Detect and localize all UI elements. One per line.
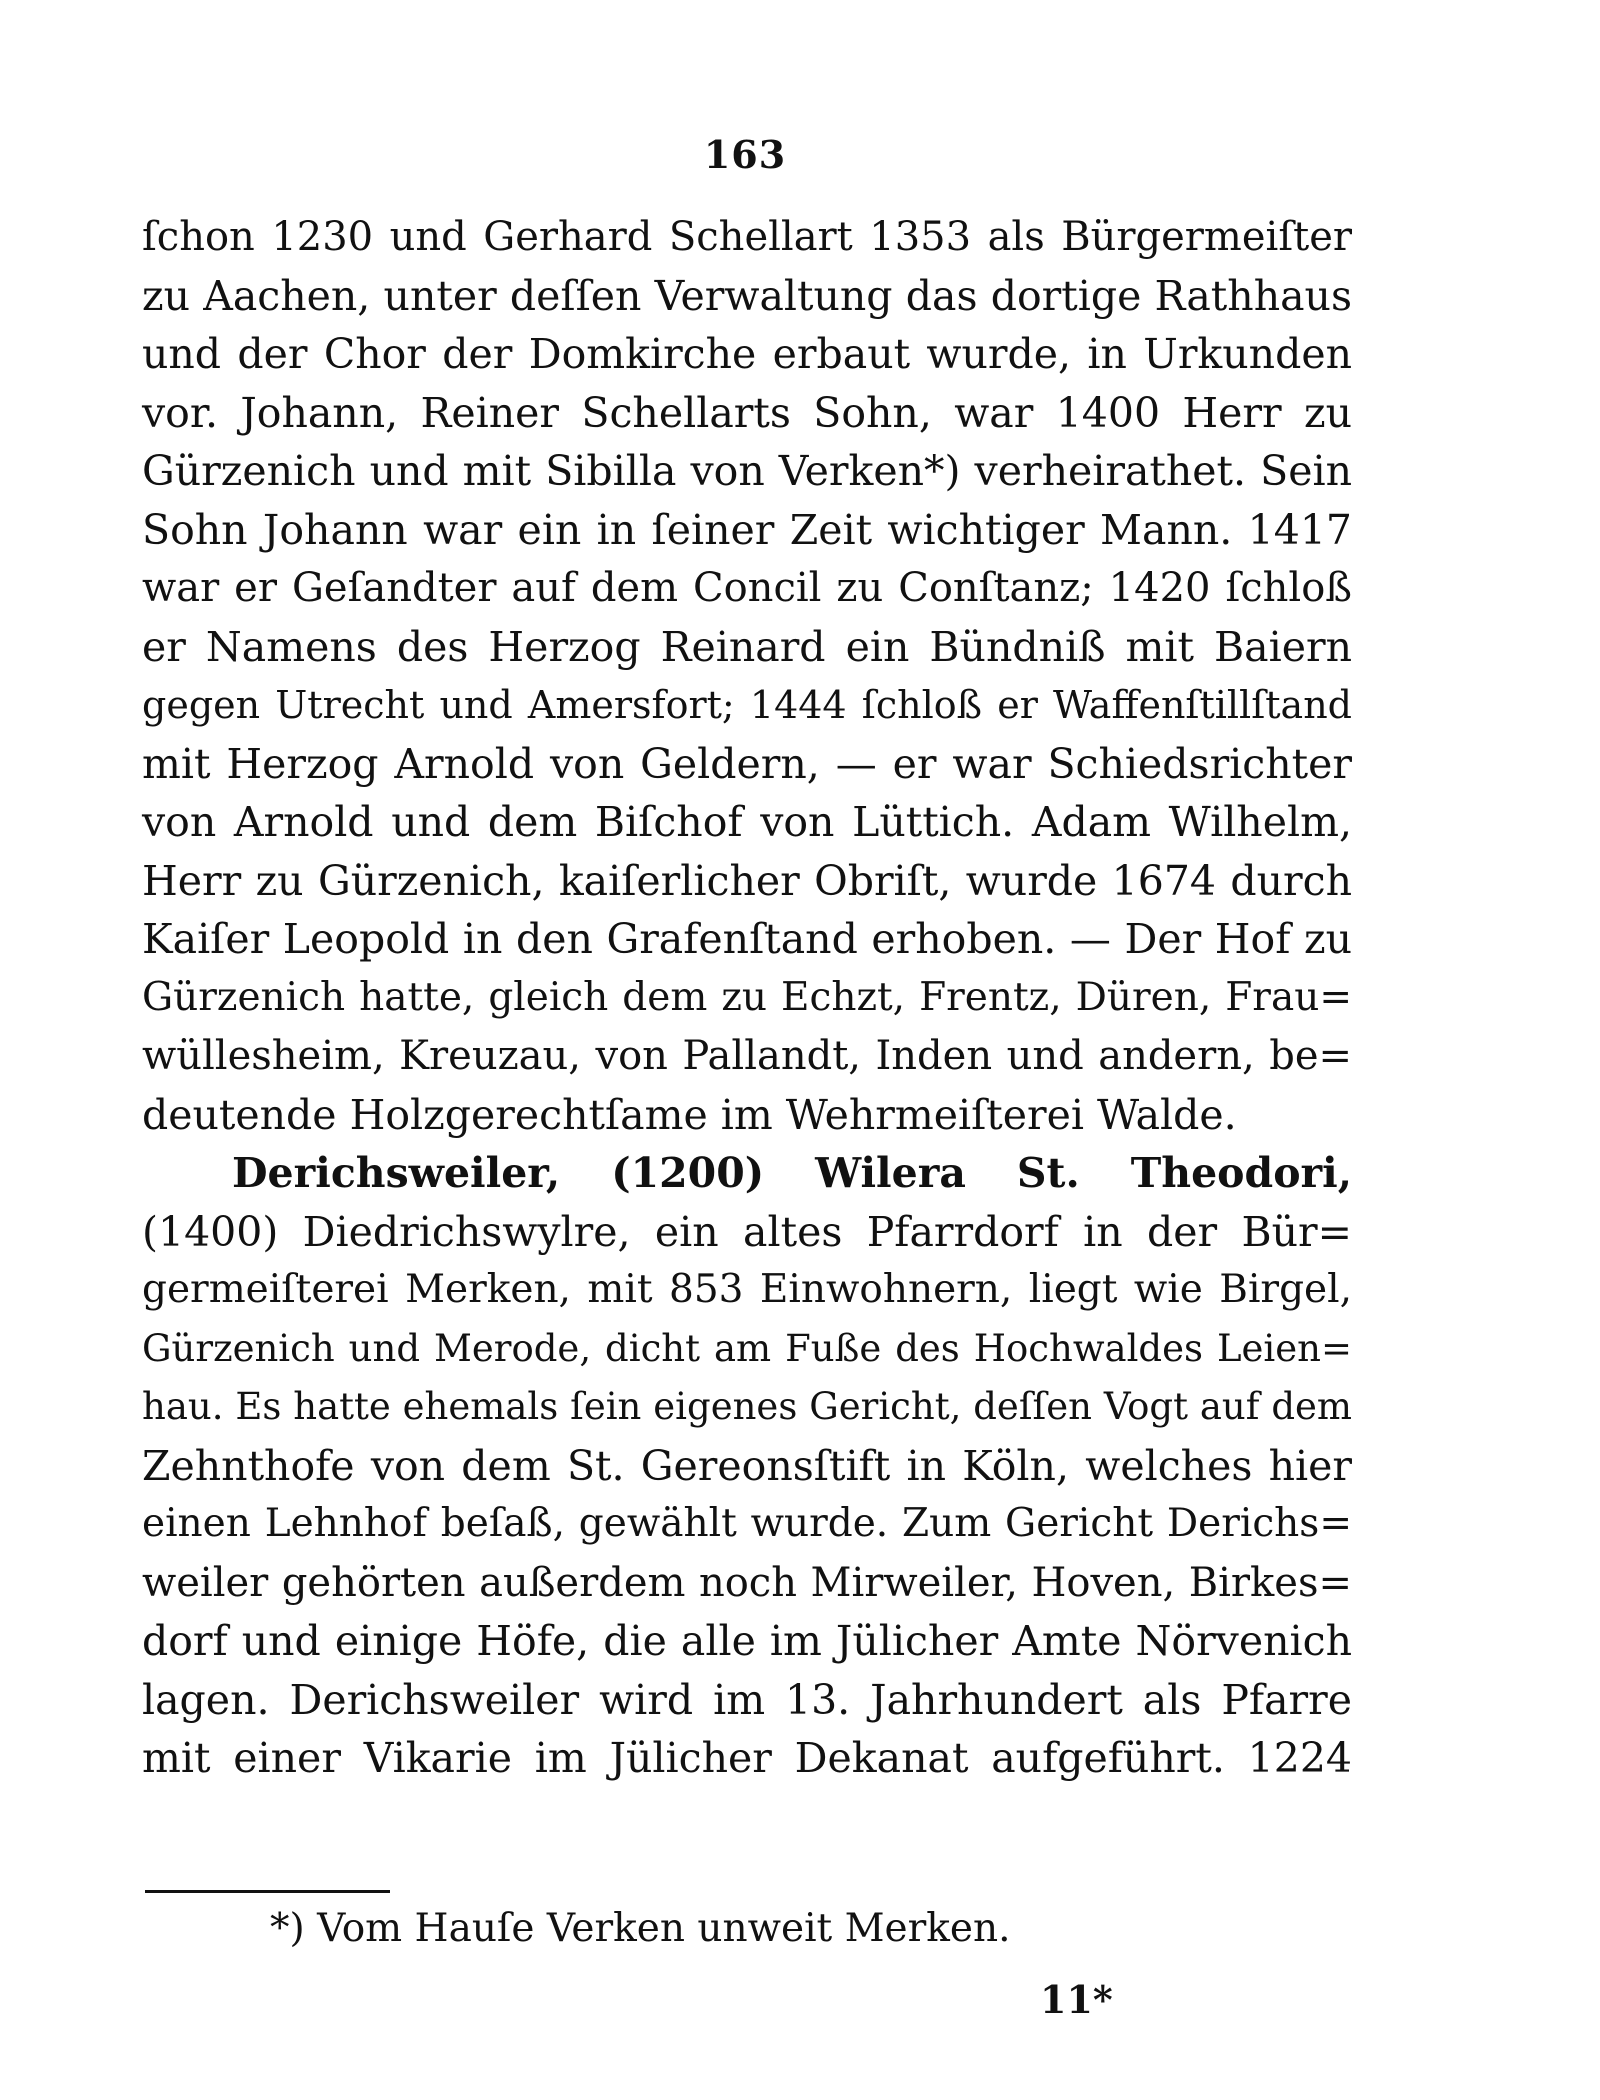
text-line-22: Zehnthofe von dem St. Gereonsſtift in Köln, welches hier — [142, 1441, 1352, 1490]
text-line-7: war er Geſandter auf dem Concil zu Conſtanz; 1420 ſchloß — [142, 565, 1352, 611]
text-line-10: mit Herzog Arnold von Geldern, — er war Schiedsrichter — [142, 739, 1352, 788]
footnote: *) Vom Hauſe Verken unweit Merken. — [270, 1906, 1011, 1951]
text-line-24: weiler gehörten außerdem noch Mirweiler, Hoven, Birkes= — [142, 1559, 1352, 1606]
text-line-12: Herr zu Gürzenich, kaiſerlicher Obriſt, wurde 1674 durch — [142, 856, 1352, 905]
text-line-8: er Namens des Herzog Reinard ein Bündniß mit Baiern — [142, 622, 1352, 671]
text-line-2: zu Aachen, unter deſſen Verwaltung das dortige Rathhaus — [142, 271, 1352, 320]
text-line-23: einen Lehnhof beſaß, gewählt wurde. Zum Gericht Derichs= — [142, 1501, 1352, 1546]
text-line-20: Gürzenich und Merode, dicht am Fuße des Hochwaldes Leien= — [142, 1326, 1352, 1370]
text-line-5: Gürzenich und mit Sibilla von Verken*) verheirathet. Sein — [142, 447, 1352, 495]
text-line-25: dorf und einige Höfe, die alle im Jülicher Amte Nörvenich — [142, 1617, 1352, 1665]
main-text — [142, 208, 1352, 1788]
text-line-27: mit einer Vikarie im Jülicher Dekanat aufgeführt. 1224 — [142, 1734, 1352, 1782]
text-line-3: und der Chor der Domkirche erbaut wurde, in Urkunden — [142, 330, 1352, 378]
text-line-16: deutende Holzgerechtſame im Wehrmeiſterei Walde. — [142, 1090, 1237, 1139]
text-line-13: Kaiſer Leopold in den Grafenſtand erhoben. — Der Hof zu — [142, 915, 1352, 963]
entry-heading-derichsweiler: Derichsweiler, (1200) Wilera St. Theodori, — [232, 1149, 1352, 1197]
text-line-9: gegen Utrecht und Amersfort; 1444 ſchloß er Waffenſtillſtand — [142, 683, 1352, 727]
text-line-18: (1400) Diedrichswylre, ein altes Pfarrdorf in der Bür= — [142, 1207, 1352, 1256]
text-line-21: hau. Es hatte ehemals ſein eigenes Gericht, deſſen Vogt auf dem — [142, 1385, 1352, 1428]
footnote-divider — [145, 1890, 390, 1893]
page-number: 163 — [703, 132, 787, 177]
text-line-14: Gürzenich hatte, gleich dem zu Echzt, Frentz, Düren, Frau= — [142, 974, 1352, 1020]
text-line-15: wüllesheim, Kreuzau, von Pallandt, Inden und andern, be= — [142, 1033, 1352, 1079]
text-line-26: lagen. Derichsweiler wird im 13. Jahrhundert als Pfarre — [142, 1675, 1352, 1724]
sheet-signature: 11* — [1040, 1977, 1113, 2022]
text-line-4: vor. Johann, Reiner Schellarts Sohn, war 1400 Herr zu — [142, 388, 1352, 437]
text-line-11: von Arnold und dem Biſchof von Lüttich. Adam Wilhelm, — [142, 798, 1352, 846]
text-line-19: germeiſterei Merken, mit 853 Einwohnern, liegt wie Birgel, — [142, 1267, 1352, 1312]
text-line-1: ſchon 1230 und Gerhard Schellart 1353 als Bürgermeiſter — [142, 214, 1352, 260]
text-line-6: Sohn Johann war ein in ſeiner Zeit wichtiger Mann. 1417 — [142, 505, 1352, 554]
